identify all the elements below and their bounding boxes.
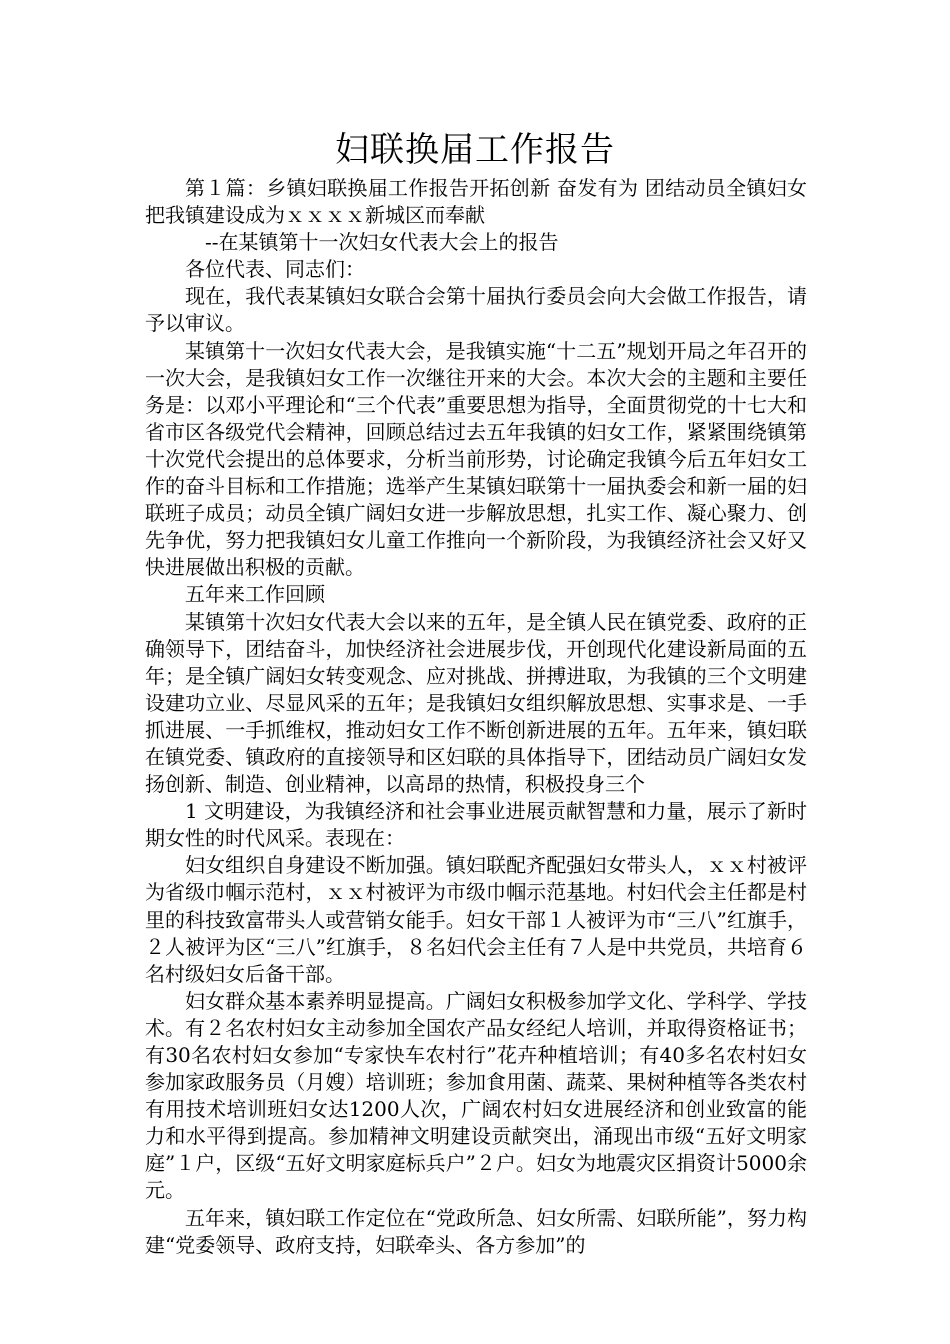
paragraph-organization: 妇女组织自身建设不断加强。镇妇联配齐配强妇女带头人，ｘｘ村被评为省级巾帼示范村，ｘｘ村被评为市级巾帼示范基地。村妇代会主任都是村里的科技致富带头人或营销女能手。妇女干部１人被评为市“三八”红旗手，２人被评为区“三八”红旗手，８名妇代会主任有７人是中共党员，共培育６名村级妇女后备干部。 xyxy=(145,853,807,986)
section-heading-review: 五年来工作回顾 xyxy=(185,582,325,607)
document-title: 妇联换届工作报告 xyxy=(335,130,615,170)
paragraph-positioning: 五年来，镇妇联工作定位在“党政所急、妇女所需、妇联所能”，努力构建“党委领导、政府支持，妇联牵头、各方参加”的 xyxy=(145,1205,807,1257)
paragraph-civilization: 1 文明建设，为我镇经济和社会事业进展贡献智慧和力量，展示了新时期女性的时代风采。表现在： xyxy=(145,799,807,851)
paragraph-meeting-purpose: 某镇第十一次妇女代表大会，是我镇实施“十二五”规划开局之年召开的一次大会，是我镇妇女工作一次继往开来的大会。本次大会的主题和主要任务是：以邓小平理论和“三个代表”重要思想为指导，全面贯彻党的十七大和省市区各级党代会精神，回顾总结过去五年我镇的妇女工作，紧紧围绕镇第十次党代会提出的总体要求，分析当前形势，讨论确定我镇今后五年妇女工作的奋斗目标和工作措施；选举产生某镇妇联第十一届执委会和新一届的妇联班子成员；动员全镇广阔妇女进一步解放思想，扎实工作、凝心聚力、创先争优，努力把我镇妇女儿童工作推向一个新阶段，为我镇经济社会又好又快进展做出积极的贡献。 xyxy=(145,338,807,580)
paragraph-opening: 现在，我代表某镇妇女联合会第十届执行委员会向大会做工作报告，请予以审议。 xyxy=(145,284,807,336)
paragraph-occasion: --在某镇第十一次妇女代表大会上的报告 xyxy=(205,230,559,255)
document-body xyxy=(145,175,807,1259)
paragraph-quality: 妇女群众基本素养明显提高。广阔妇女积极参加学文化、学科学、学技术。有２名农村妇女主动参加全国农产品女经纪人培训，并取得资格证书；有30名农村妇女参加“专家快车农村行”花卉种植培训；有40多名农村妇女参加家政服务员（月嫂）培训班；参加食用菌、蔬菜、果树种植等各类农村有用技术培训班妇女达1200人次，广阔农村妇女进展经济和创业致富的能力和水平得到提高。参加精神文明建设贡献突出，涌现出市级“五好文明家庭”１户，区级“五好文明家庭标兵户”２户。妇女为地震灾区捐资计5000余元。 xyxy=(145,988,807,1203)
paragraph-salutation: 各位代表、同志们： xyxy=(185,257,365,282)
paragraph-heading-subtitle: 第１篇：乡镇妇联换届工作报告开拓创新 奋发有为 团结动员全镇妇女把我镇建设成为ｘｘｘｘ新城区而奉献 xyxy=(145,176,807,228)
paragraph-five-years: 某镇第十次妇女代表大会以来的五年，是全镇人民在镇党委、政府的正确领导下，团结奋斗，加快经济社会进展步伐，开创现代化建设新局面的五年；是全镇广阔妇女转变观念、应对挑战、拼搏进取，为我镇的三个文明建设建功立业、尽显风采的五年；是我镇妇女组织解放思想、实事求是、一手抓进展、一手抓维权，推动妇女工作不断创新进展的五年。五年来，镇妇联在镇党委、镇政府的直接领导和区妇联的具体指导下，团结动员广阔妇女发扬创新、制造、创业精神，以高昂的热情，积极投身三个 xyxy=(145,609,807,797)
